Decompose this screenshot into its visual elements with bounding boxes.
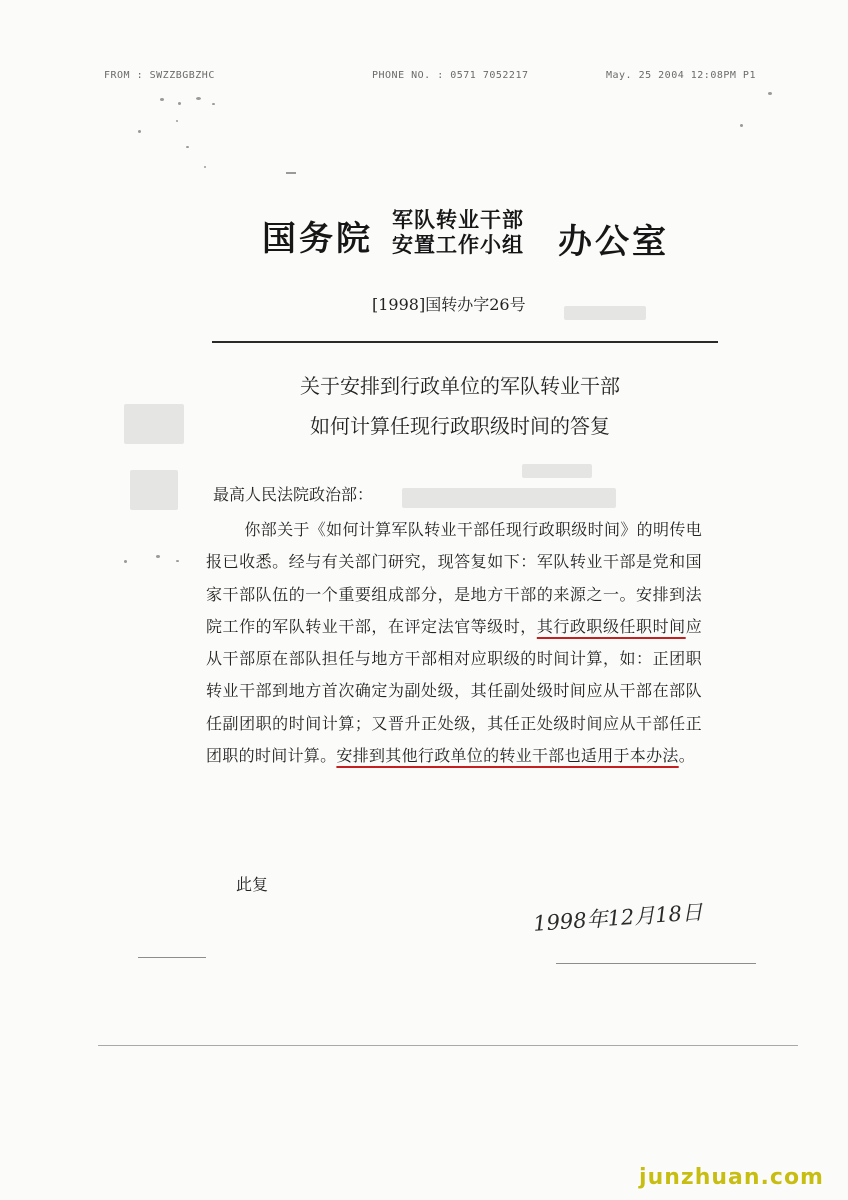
- body-text-part-2: 应从干部原在部队担任与地方干部相对应职级的时间计算，如：正团职转业干部到地方首次确定为副处级，其任副处级时间应从干部在部队任副团职的时间计算；又晋升正处级，其任正处级时间应从干部任正团职的时间计算。: [206, 616, 702, 766]
- letterhead-group-line2: 安置工作小组: [392, 233, 524, 257]
- document-number: [1998]国转办字26号: [372, 295, 526, 314]
- scan-smudge: [130, 470, 178, 510]
- underlined-phrase-2: 安排到其他行政单位的转业干部也适用于本办法: [336, 746, 679, 766]
- scan-smudge: [402, 488, 616, 508]
- body-text-part-1: 你部关于《如何计算军队转业干部任现行政职级时间》的明传电报已收悉。经与有关部门研究，现答复如下：军队转业干部是党和国家干部队伍的一个重要组成部分，是地方干部的来源之一。安排到法院工作的军队转业干部，在评定法官等级时，: [206, 520, 702, 636]
- closing-remark: 此复: [236, 875, 269, 894]
- scan-smudge: [124, 404, 184, 444]
- salutation: 最高人民法院政治部：: [213, 485, 374, 504]
- underlined-phrase-1: 其行政职级任职时间: [536, 616, 686, 636]
- fax-from: FROM : SWZZBGBZHC: [104, 70, 215, 81]
- letterhead-group-line1: 军队转业干部: [392, 208, 524, 232]
- site-watermark: junzhuan.com: [639, 1165, 824, 1190]
- handwritten-date: 1998年12月18日: [532, 900, 704, 936]
- scan-line: [556, 963, 756, 964]
- title-line-2: 如何计算任现行政职级时间的答复: [310, 414, 610, 438]
- scan-smudge: [564, 306, 646, 320]
- letterhead-state-council: 国务院: [262, 219, 373, 259]
- body-paragraph: [206, 514, 702, 772]
- fax-phone: PHONE NO. : 0571 7052217: [372, 70, 529, 81]
- scan-line: [138, 957, 206, 958]
- letterhead-office: 办公室: [558, 222, 669, 262]
- title-line-1: 关于安排到行政单位的军队转业干部: [300, 374, 620, 398]
- header-divider: [212, 341, 718, 343]
- fax-datetime: May. 25 2004 12:08PM P1: [606, 70, 756, 81]
- page-footer-line: [98, 1045, 798, 1046]
- scan-smudge: [522, 464, 592, 478]
- body-text-end: 。: [678, 746, 696, 766]
